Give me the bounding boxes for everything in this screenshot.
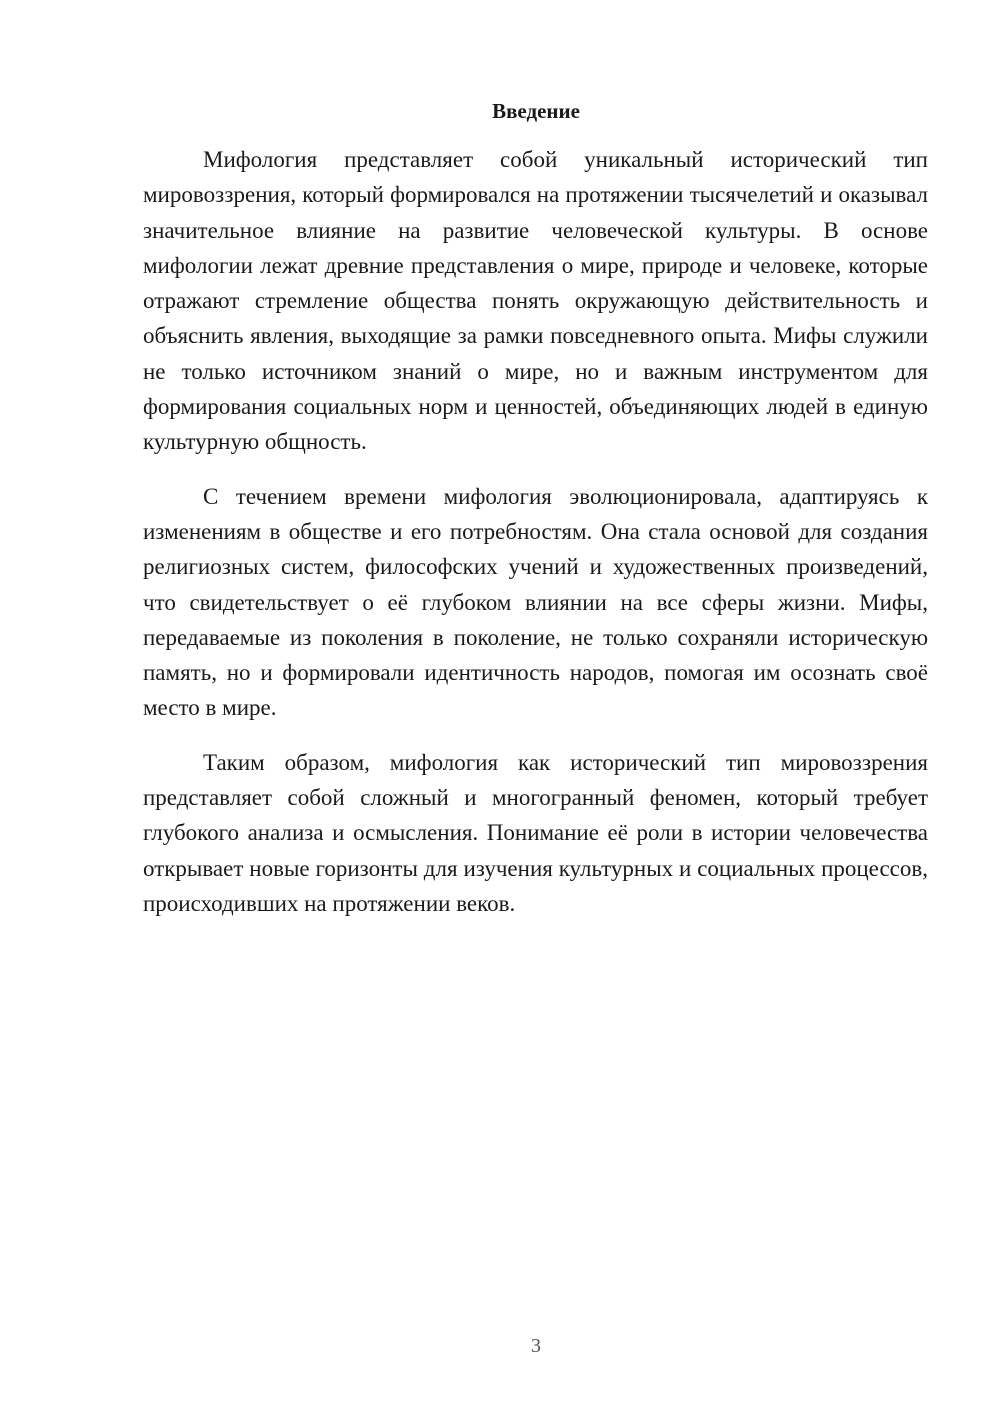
paragraph-1: Мифология представляет собой уникальный исторический тип мировоззрения, который формировался на протяжении тысячелетий и оказывал значительное влияние на развитие человеческой культуры. В основе мифологии лежат древние представления о мире, природе и человеке, которые отражают стремление общества понять окружающую действительность и объяснить явления, выходящие за рамки повседневного опыта. Мифы служили не только источником знаний о мире, но и важным инструментом для формирования социальных норм и ценностей, объединяющих людей в единую культурную общность. [143,147,928,455]
paragraph-3: Таким образом, мифология как исторический тип мировоззрения представляет собой сложный и многогранный феномен, который требует глубокого анализа и осмысления. Понимание её роли в истории человечества открывает новые горизонты для изучения культурных и социальных процессов, происходивших на протяжении веков. [143,749,928,916]
page-number: 3 [531,1335,541,1357]
paragraph-2: С течением времени мифология эволюционировала, адаптируясь к изменениям в обществе и его потребностям. Она стала основой для создания религиозных систем, философских учений и художественных произведений, что свидетельствует о её глубоком влиянии на все сферы жизни. Мифы, передаваемые из поколения в поколение, не только сохраняли историческую память, но и формировали идентичность народов, помогая им осознать своё место в мире. [143,483,928,721]
page-heading: Введение [492,99,580,123]
body-text [143,142,928,940]
